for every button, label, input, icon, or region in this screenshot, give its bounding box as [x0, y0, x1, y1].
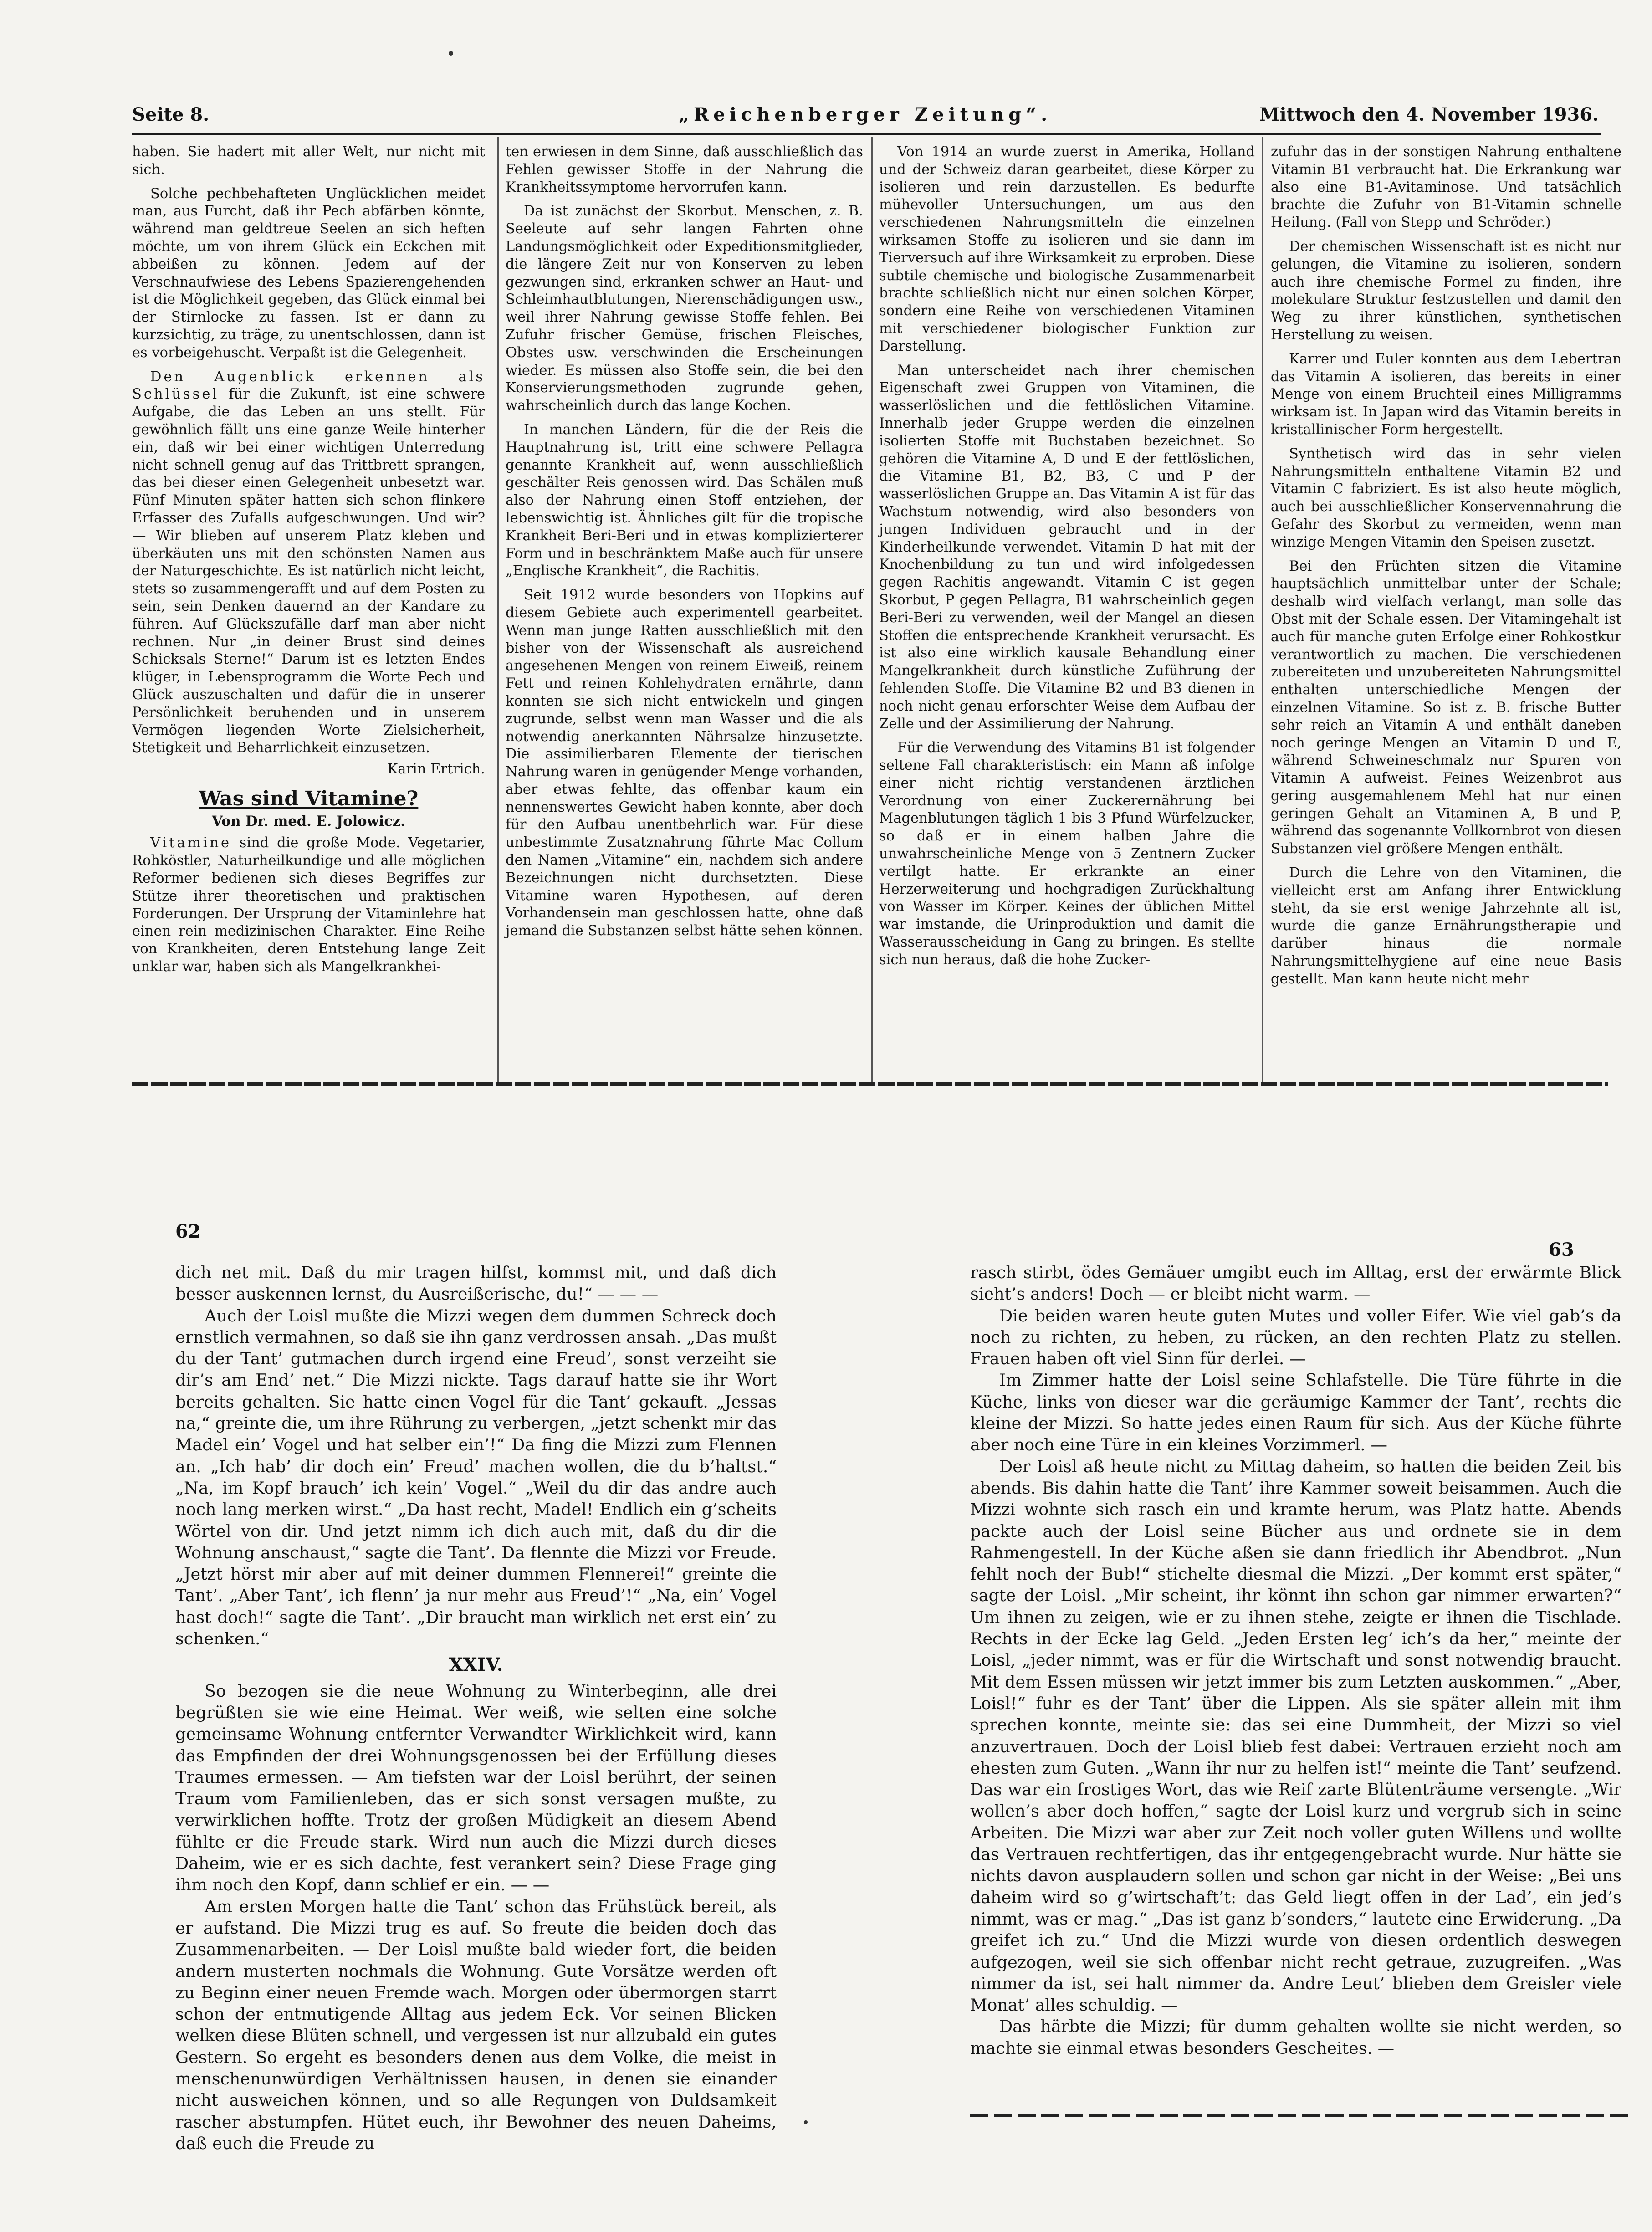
paragraph: Durch die Lehre von den Vitaminen, die vielleicht erst am Anfang ihrer Entwicklung steht, da sie erst wenige Jahrzehnte alt ist, wurde die ganze Ernährungstherapie und darüber hinaus die normale Nahrungsmittelhygiene auf eine neue Basis gestellt. Man kann heute nicht mehr — [1271, 865, 1621, 987]
author-signature: Karin Ertrich. — [387, 761, 485, 778]
page-number-right: 63 — [1549, 1239, 1574, 1260]
newspaper-name: „Reichenberger Zeitung“. — [679, 104, 1052, 125]
paragraph: Von 1914 an wurde zuerst in Amerika, Holland und der Schweiz daran gearbeitet, diese Körper zu isolieren und rein darzustellen. Es bedurfte mühevoller Untersuchungen, um aus den verschiedenen Nahrungsmitteln die einzelnen wirksamen Stoffe zu isolieren und sie dann im Tierversuch auf ihre Wirksamkeit zu erproben. Diese subtile chemische und biologische Zusammenarbeit brachte schließlich nicht nur einen solchen Körper, sondern eine Reihe von verschiedenen Vitaminen mit verschiedener biologischer Funktion zur Darstellung. — [879, 144, 1255, 354]
paragraph: Im Zimmer hatte der Loisl seine Schlafstelle. Die Türe führte in die Küche, links von dieser war die geräumige Kammer der Tant’, rechts die kleine der Mizzi. So hatte jedes einen Raum für sich. Aus der Küche führte aber noch eine Türe in ein kleines Vorzimmerl. — — [970, 1370, 1621, 1455]
paragraph: zufuhr das in der sonstigen Nahrung enthaltene Vitamin B1 verbraucht hat. Die Erkrankung war also eine B1-Avitaminose. Und tatsächlich brachte die Zufuhr von B1-Vitamin schnelle Heilung. (Fall von Stepp und Schröder.) — [1271, 144, 1621, 231]
newspaper-column-2 — [506, 143, 863, 1082]
paragraph: rasch stirbt, ödes Gemäuer umgibt euch im Alltag, erst der erwärmte Blick sieht’s anders! Doch — er bleibt nicht warm. — — [970, 1263, 1621, 1304]
paragraph: Da ist zunächst der Skorbut. Menschen, z. B. Seeleute auf sehr langen Fahrten ohne Landungsmöglichkeit oder Expeditionsmitglieder, die längere Zeit nur von Konserven zu leben gezwungen sind, erkranken schwer an Haut- und Schleimhautblutungen, Nierenschädigungen usw., weil ihrer Nahrung gewisse Stoffe fehlen. Bei Zufuhr frischer Gemüse, frischen Fleisches, Obstes usw. verschwinden die Erscheinungen wieder. Es müssen also Stoffe sein, die bei den Konservierungsmethoden zugrunde gehen, wahrscheinlich durch das lange Kochen. — [506, 203, 863, 414]
paragraph: Seit 1912 wurde besonders von Hopkins auf diesem Gebiete auch experimentell gearbeitet. Wenn man junge Ratten ausschließlich mit den bisher von der Wissenschaft als ausreichend angesehenen Mengen von reinem Eiweiß, reinem Fett und reinen Kohlehydraten ernährte, dann konnten sie sich nicht entwickeln und gingen zugrunde, selbst wenn man Wasser und die als notwendig anerkannten Nährsalze hinzusetzte. Die assimilierbaren Elemente der tierischen Nahrung waren in genügender Menge vorhanden, aber etwas fehlte, das offenbar kaum ein nennenswertes Gewicht haben konnte, aber doch für den Aufbau unentbehrlich war. Für diese unbestimmte Zusatznahrung führte Mac Collum den Namen „Vitamine“ ein, nachdem sich andere Bezeichnungen nicht durchsetzten. Diese Vitamine waren Hypothesen, auf deren Vorhandensein man geschlossen hatte, ohne daß jemand die Substanzen selbst hätte sehen können. — [506, 587, 863, 939]
column-divider — [497, 137, 499, 1084]
paragraph: So bezogen sie die neue Wohnung zu Winterbeginn, alle drei begrüßten sie wie eine Heimat. Wer weiß, wie selten eine solche gemeinsame Wohnung entfernter Verwandter Wirklichkeit wird, kann das Empfinden der drei Wohnungsgenossen bei der Erfüllung dieses Traumes ermessen. — Am tiefsten war der Loisl berührt, der seinen Traum vom Familienleben, das er sich sonst versagen mußte, zu verwirklichen hoffte. Trotz der großen Müdigkeit an diesem Abend fühlte er die Freude stark. Wird nun auch die Mizzi durch dieses Daheim, wie er es sich dachte, fest verankert sein? Diese Frage ging ihm noch den Kopf, dann schlief er ein. — — — [175, 1681, 777, 1895]
page-label: Seite 8. — [132, 104, 210, 125]
paragraph: Am ersten Morgen hatte die Tant’ schon das Frühstück bereit, als er aufstand. Die Mizzi trug es auf. So freute die beiden doch das Zusammenarbeiten. — Der Loisl mußte bald wieder fort, die beiden andern musterten nochmals die Wohnung. Gute Vorsätze werden oft zu Beginn einer neuen Fremde wach. Morgen oder übermorgen starrt schon der entmutigende Alltag aus jedem Eck. Vor seinen Blicken welken diese Blüten schnell, und vergessen ist nur allzubald ein gutes Gestern. So ergeht es besonders denen aus dem Volke, die meist in menschenunwürdigen Verhältnissen hausen, in denen sie einander nicht ausweichen können, und so alle Regungen von Duldsamkeit rascher abstumpfen. Hütet euch, ihr Bewohner des neuen Daheims, daß euch die Freude zu — [175, 1896, 777, 2153]
paragraph: Der chemischen Wissenschaft ist es nicht nur gelungen, die Vitamine zu isolieren, sondern auch ihre chemische Formel zu finden, ihre molekulare Struktur festzustellen und damit den Weg zu ihrer künstlichen, synthetischen Herstellung zu weisen. — [1271, 238, 1621, 343]
spaced-emphasis: Den Augenblick erkennen als Schlüssel — [132, 369, 485, 403]
newspaper-header — [132, 104, 1599, 131]
paragraph: Synthetisch wird das in sehr vielen Nahrungsmitteln enthaltene Vitamin B2 und Vitamin C fabriziert. Es ist also heute möglich, auch bei ausschließlicher Konservennahrung die Gefahr des Skorbut zu vermeiden, wenn man winzige Mengen Vitamin den Speisen zusetzt. — [1271, 445, 1621, 550]
newspaper-bottom-rule — [132, 1082, 1608, 1086]
header-rule — [132, 133, 1601, 135]
paragraph: Solche pechbehafteten Unglücklichen meidet man, aus Furcht, daß ihr Pech abfärben könnte, während man geldtreue Seelen an sich heften möchte, um von ihrem Glück ein Eckchen mit abbeißen zu können. Jedem auf der Verschnaufwiese des Lebens Spazierengehenden ist die Möglichkeit gegeben, das Glück einmal bei der Stirnlocke zu fassen. Ist er dann zu kurzsichtig, zu träge, zu unentschlossen, dann ist es vorbeigehuscht. Verpaßt ist die Gelegenheit. — [132, 185, 485, 361]
paragraph: ten erwiesen in dem Sinne, daß ausschließlich das Fehlen gewisser Stoffe in der Nahrung die Krankheitssymptome hervorrufen kann. — [506, 144, 863, 195]
scan-speck — [804, 2120, 808, 2124]
newspaper-column-3 — [879, 143, 1255, 1082]
paragraph: haben. Sie hadert mit aller Welt, nur nicht mit sich. — [132, 144, 485, 178]
newspaper-column-1 — [132, 143, 485, 1082]
paragraph: dich net mit. Daß du mir tragen hilfst, kommst mit, und daß dich besser auskennen lernst, du Ausreißerische, du!“ — — — — [175, 1263, 777, 1304]
column-divider — [1262, 137, 1263, 1084]
issue-date: Mittwoch den 4. November 1936. — [1259, 104, 1599, 125]
scan-speck — [449, 51, 453, 56]
paragraph: In manchen Ländern, für die der Reis die Hauptnahrung ist, tritt eine schwere Pellagra genannte Krankheit auf, wenn ausschließlich geschälter Reis genossen wird. Das Schälen muß also der Nahrung einen Stoff entziehen, der lebenswichtig ist. Ähnliches gilt für die tropische Krankheit Beri-Beri und in etwas komplizierterer Form und in beschränktem Maße auch für unsere „Englische Krankheit“, die Rachitis. — [506, 421, 863, 579]
paragraph: Für die Verwendung des Vitamins B1 ist folgender seltene Fall charakteristisch: ein Mann aß infolge einer nicht richtig verstandenen ärztlichen Verordnung von einer Zuckerernährung bei Magenblutungen täglich 1 bis 3 Pfund Würfelzucker, so daß er in einem halben Jahre die unwahrscheinliche Menge von 5 Zentnern Zucker vertilgt hatte. Er erkrankte an einer Herzerweiterung und hochgradigen Zurückhaltung von Wasser im Körper. Keines der üblichen Mittel war imstande, die Urinproduktion und damit die Wasserausscheidung in Gang zu bringen. Es stellte sich nun heraus, daß die hohe Zucker- — [879, 740, 1255, 968]
article-title: Was sind Vitamine? — [199, 787, 419, 810]
paragraph: Bei den Früchten sitzen die Vitamine hauptsächlich unmittelbar unter der Schale; deshalb wird vielfach verlangt, man solle das Obst mit der Schale essen. Der Vitamingehalt ist auch für manche guten Erfolge einer Rohkostkur verantwortlich zu machen. Die verschiedenen zubereiteten und unzubereiteten Nahrungsmittel enthalten unterschiedliche Mengen der einzelnen Vitamine. So ist z. B. frische Butter sehr reich an Vitamin A und enthält daneben noch geringe Mengen an Vitamin D und E, während Schweineschmalz nur Spuren von Vitamin A aufweist. Feines Weizenbrot aus gering ausgemahlenem Mehl hat nur einen geringen Gehalt an Vitaminen A, B und P, während das sogenannte Vollkornbrot von diesen Substanzen viel größere Mengen enthält. — [1271, 558, 1621, 857]
page-number-left: 62 — [175, 1221, 201, 1242]
novel-page-62 — [175, 1262, 777, 2153]
novel-page-63 — [970, 1262, 1621, 2082]
paragraph: Man unterscheidet nach ihrer chemischen Eigenschaft zwei Gruppen von Vitaminen, die wasserlöslichen und die fettlöslichen Vitamine. Innerhalb jeder Gruppe werden die einzelnen isolierten Stoffe mit Buchstaben bezeichnet. So gehören die Vitamine A, D und E der fettlöslichen, die Vitamine B1, B2, B3, C und P der wasserlöslichen Gruppe an. Das Vitamin A ist für das Wachstum notwendig, wird also besonders von jungen Individuen gebraucht und in der Kinderheilkunde verwendet. Vitamin D hat mit der Knochenbildung zu tun und wird infolgedessen gegen Rachitis angewandt. Vitamin C ist gegen Skorbut, P gegen Pellagra, B1 wahrscheinlich gegen Beri-Beri zu verwenden, weil der Mangel an diesen Stoffen die entsprechende Krankheit verursacht. Es ist also eine wirklich kausale Behandlung einer Mangelkrankheit durch künstliche Zuführung der fehlenden Stoffe. Die Vitamine B2 und B3 dienen in noch nicht genau erforschter Weise dem Aufbau der Zelle und der Assimilierung der Nahrung. — [879, 362, 1255, 732]
paragraph: Der Loisl aß heute nicht zu Mittag daheim, so hatten die beiden Zeit bis abends. Bis dahin hatte die Tant’ ihre Kammer soweit beisammen. Auch die Mizzi wohnte sich rasch ein und kramte herum, was Platz hatte. Abends packte auch der Loisl seine Bücher aus und ordnete sie in dem Rahmengestell. In der Küche aßen sie dann friedlich ihr Abendbrot. „Nun fehlt noch der Bub!“ stichelte diesmal die Mizzi. „Der kommt erst später,“ sagte der Loisl. „Mir scheint, ihr könnt ihn schon gar nimmer erwarten?“ Um ihnen zu zeigen, wie er zu ihnen stehe, zeigte er ihnen die Tischlade. Rechts in der Ecke lag Geld. „Jeden Ersten leg’ ich’s da her,“ meinte der Loisl, „jeder nimmt, was er für die Wirtschaft und sonst notwendig braucht. Mit dem Essen müssen wir jetzt immer bis zum Letzten auskommen.“ „Aber, Loisl!“ fuhr es der Tant’ über die Lippen. Als sie später allein mit ihm sprechen konnte, meinte sie: das sei eine Dummheit, der Mizzi so viel anzuvertrauen. Doch der Loisl blieb fest dabei: Vertrauen erzieht noch am ehesten zum Guten. „Wann ihr nur zu helfen ist!“ meinte die Tant’ seufzend. Das war ein frostiges Wort, das wie Reif zarte Blütenträume versengte. „Wir wollen’s aber doch hoffen,“ sagte der Loisl kurz und vergrub sich in seine Arbeiten. Die Mizzi war aber zur Zeit noch voller guten Willens und wollte das Vertrauen rechtfertigen, das ihr entgegengebracht wurde. Nur hätte sie nichts davon ausplaudern sollen und schon gar nicht in der Weise: „Bei uns daheim wird so g’wirtschaft’t: das Geld liegt offen in der Lad’, ein jed’s nimmt, was er mag.“ „Das ist ganz b’sonders,“ lautete eine Erwiderung. „Da greifet ich zu.“ Und die Mizzi wurde von diesen ordentlich deswegen aufgezogen, weil sie sich offenbar nicht recht getraue, zuzugreifen. „Was nimmer da ist, sei halt nimmer da. Andre Leut’ blieben dem Greisler viele Monat’ alles schuldig. — — [970, 1456, 1621, 2015]
chapter-heading: XXIV. — [449, 1654, 503, 1676]
paragraph: Auch der Loisl mußte die Mizzi wegen dem dummen Schreck doch ernstlich vermahnen, so daß sie ihn ganz verdrossen ansah. „Das mußt du der Tant’ gutmachen durch irgend eine Freud’, sonst verzeiht sie dir’s am End’ net.“ Die Mizzi nickte. Tags darauf hatte sie ihr Wort bereits gehalten. Sie hatte einen Vogel für die Tant’ gekauft. „Jessas na,“ greinte die, um ihre Rührung zu verbergen, „jetzt schenkt mir das Madel ein’ Vogel und hat selber ein’!“ Da fing die Mizzi zum Flennen an. „Ich hab’ dir doch ein’ Freud’ machen wollen, die du b’haltst.“ „Na, im Kopf brauch’ ich kein’ Vogel.“ „Weil du dir das andre auch noch lang merken wirst.“ „Da hast recht, Madel! Endlich ein g’scheits Wörtel von dir. Und jetzt nimm ich dich auch mit, daß du dir die Wohnung anschaust,“ sagte die Tant’. Da flennte die Mizzi vor Freude. „Jetzt hörst mir aber auf mit deiner dummen Flennerei!“ greinte die Tant’. „Aber Tant’, ich flenn’ ja nur mehr aus Freud’!“ „Na, ein’ Vogel hast doch!“ sagte die Tant’. „Dir braucht man wirklich net erst ein’ zu schenken.“ — [175, 1305, 777, 1649]
paragraph: Vitamine sind die große Mode. Vegetarier, Rohköstler, Naturheilkundige und alle möglichen Reformer bedienen sich dieses Begriffes zur Stütze ihrer theoretischen und praktischen Forderungen. Der Ursprung der Vitaminlehre hat einen rein medizinischen Charakter. Eine Reihe von Krankheiten, deren Entstehung lange Zeit unklar war, haben sich als Mangelkrankhei- — [132, 835, 485, 975]
column-divider — [871, 137, 873, 1084]
section-end-mark — [970, 2114, 1631, 2117]
spaced-emphasis: Vitamine — [150, 835, 232, 851]
paragraph: Karrer und Euler konnten aus dem Lebertran das Vitamin A isolieren, das bereits in einer Menge von einem Bruchteil eines Milligramms wirksam ist. In Japan wird das Vitamin bereits in kristallinischer Form hergestellt. — [1271, 351, 1621, 438]
article-byline: Von Dr. med. E. Jolowicz. — [212, 813, 405, 829]
newspaper-column-4 — [1271, 143, 1621, 1082]
paragraph: Das härbte die Mizzi; für dumm gehalten wollte sie nicht werden, so machte sie einmal etwas besonders Gescheites. — — [970, 2017, 1621, 2058]
paragraph: Die beiden waren heute guten Mutes und voller Eifer. Wie viel gab’s da noch zu richten, zu heben, zu rücken, an den rechten Platz zu stellen. Frauen haben oft viel Sinn für derlei. — — [970, 1305, 1621, 1369]
paragraph: Den Augenblick erkennen als Schlüssel für die Zukunft, ist eine schwere Aufgabe, die das Leben an uns stellt. Für gewöhnlich fällt uns eine ganze Weile hinterher ein, daß wir bei einer wichtigen Unterredung nicht schnell genug auf das Trittbrett sprangen, das bei dieser einen Gelegenheit unbesetzt war. Fünf Minuten später hatten sich schon flinkere Erfasser des Zufalls aufgeschwungen. Und wir? — Wir blieben auf unserem Platz kleben und überkäuten uns mit den schönsten Namen aus der Naturgeschichte. Es ist natürlich nicht leicht, stets so zusammengerafft und auf dem Posten zu sein, sein Denken dauernd an der Kandare zu führen. Auf Glückszufälle darf man aber nicht rechnen. Nur „in deiner Brust sind deines Schicksals Sterne!“ Darum ist es letzten Endes klüger, in Lebensprogramm die Worte Pech und Glück auszuschalten und dafür die in unserer Persönlichkeit beruhenden und in unserem Vermögen liegenden Worte Zielsicherheit, Stetigkeit und Beharrlichkeit einzusetzen. — [132, 369, 485, 756]
